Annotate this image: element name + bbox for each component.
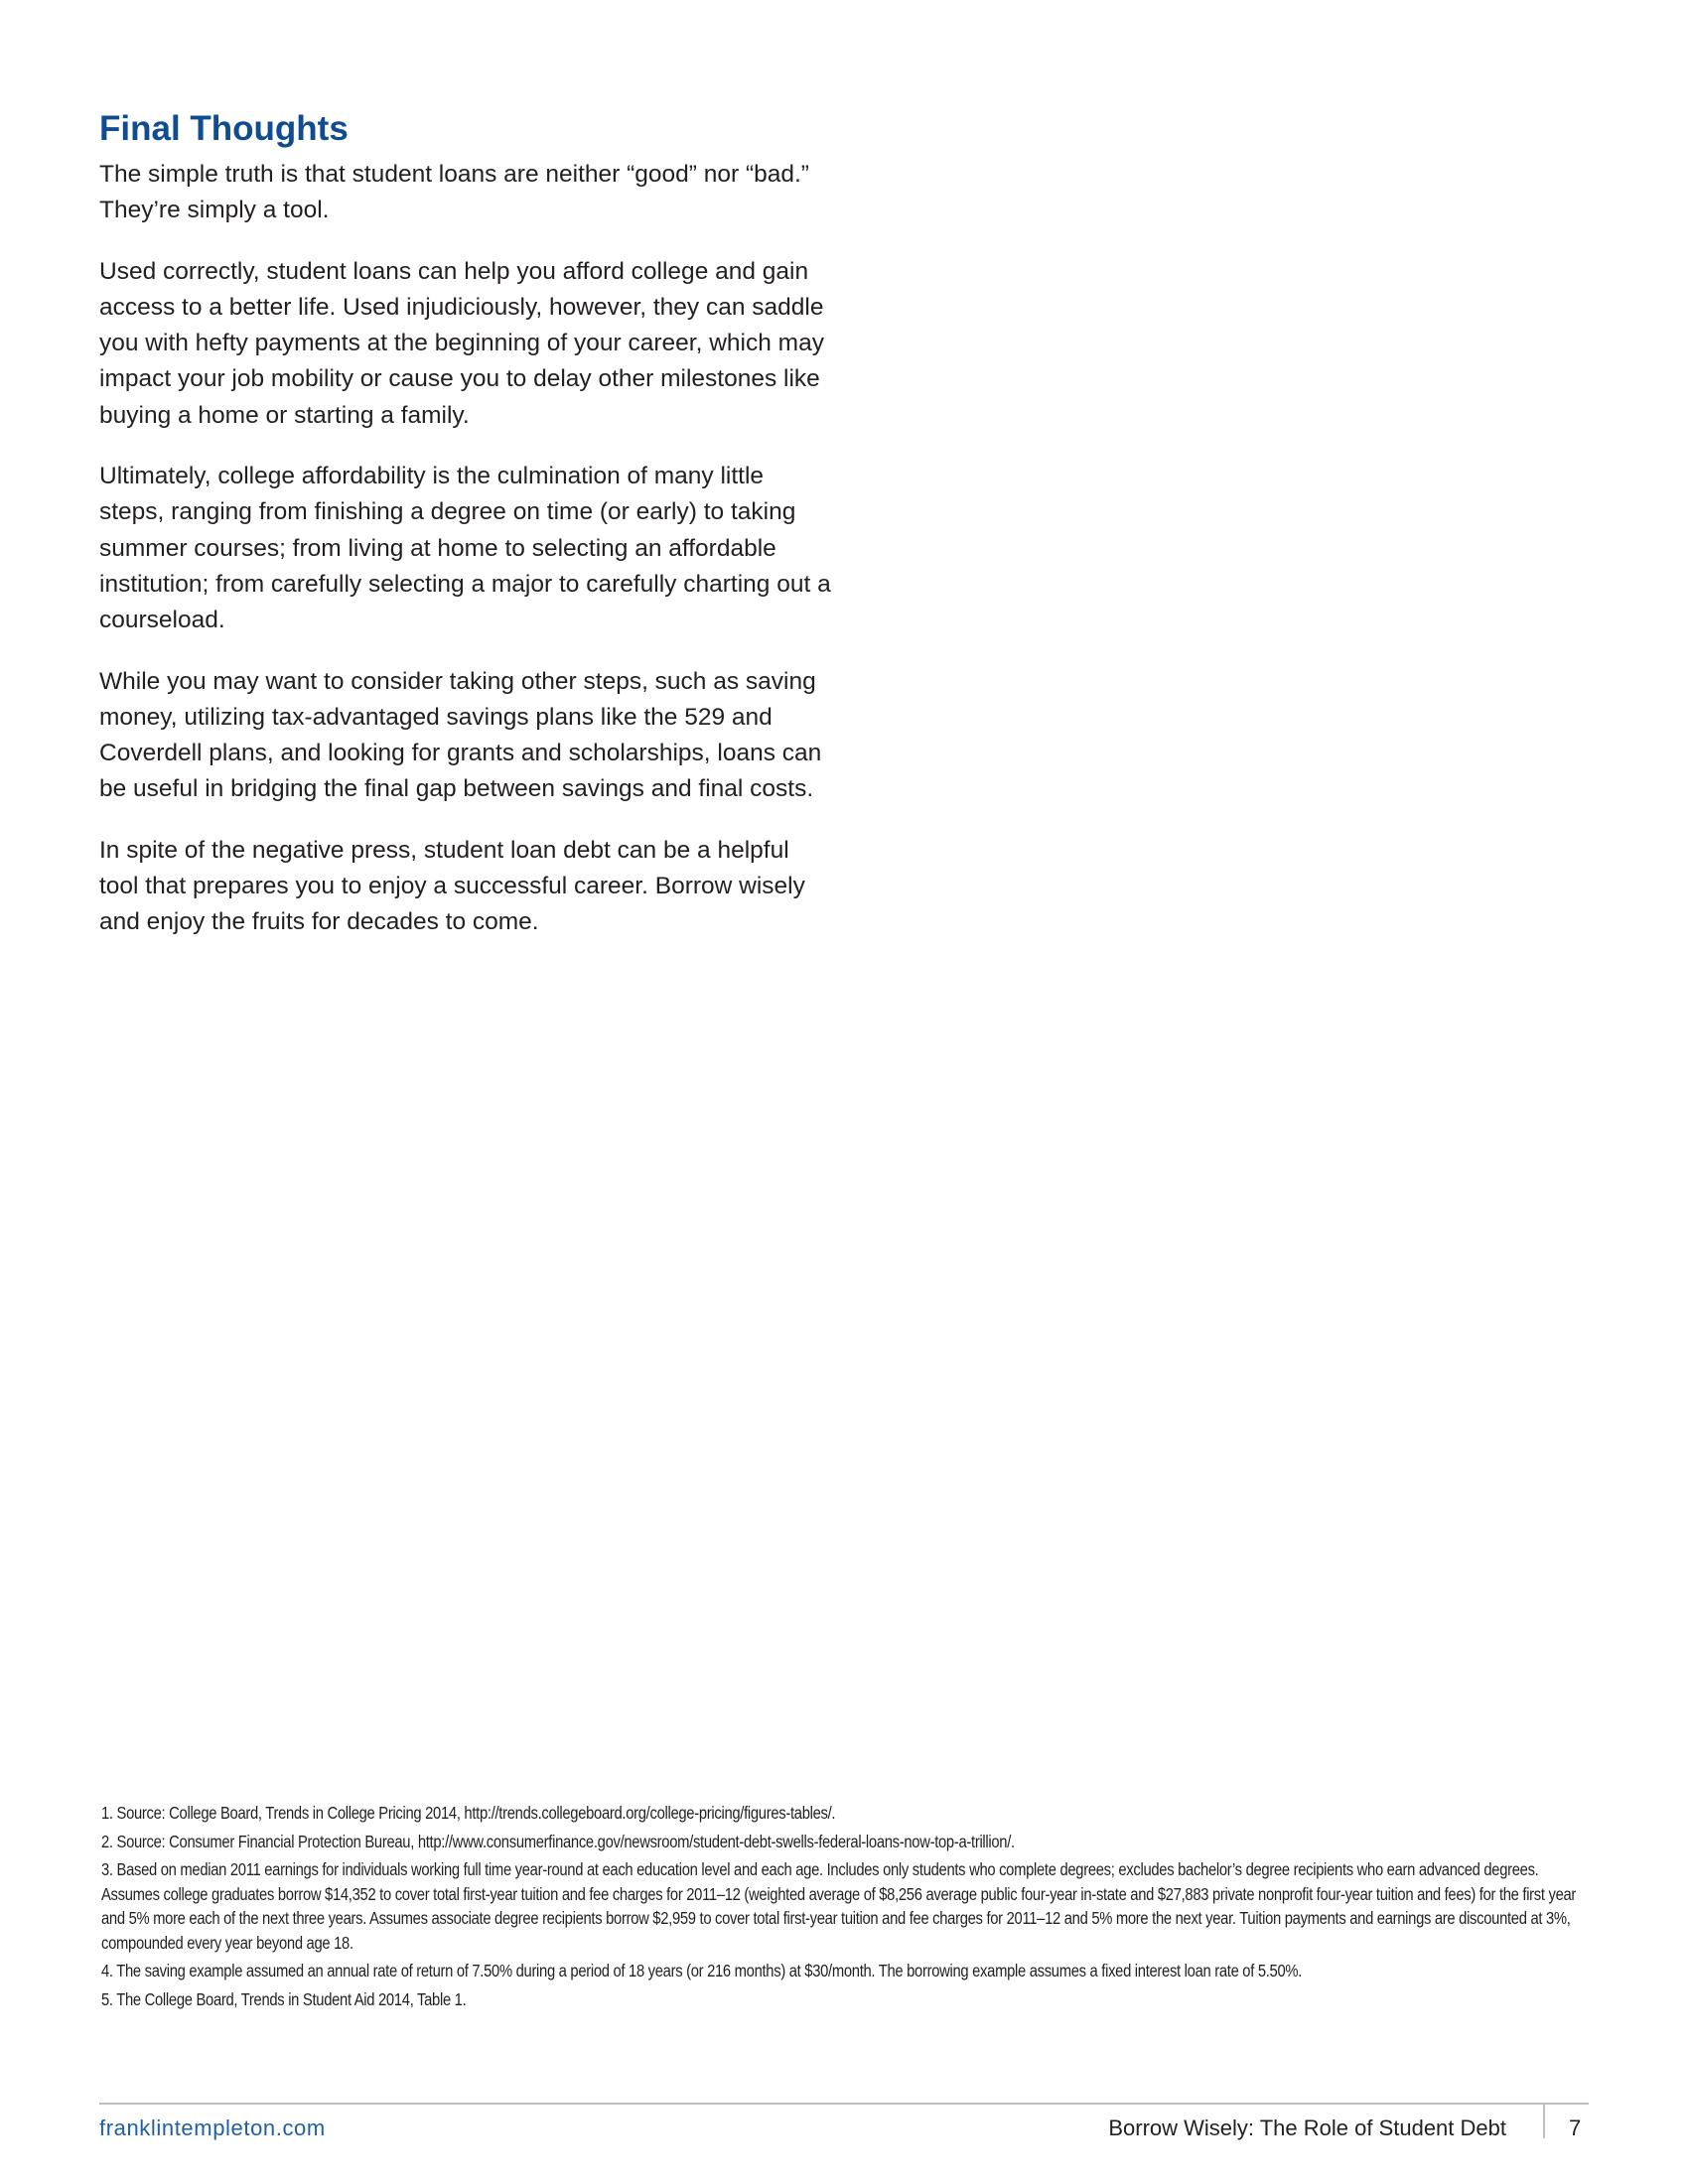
footnotes: [101, 1801, 1591, 2015]
footnote-5: 5. The College Board, Trends in Student Aid 2014, Table 1.: [101, 1988, 467, 2009]
final-thoughts-section: [99, 107, 834, 966]
footnote-1: 1. Source: College Board, Trends in College Pricing 2014, http://trends.collegeboard.org/college-pricing/figures-tables/.: [101, 1803, 836, 1823]
body-paragraph: Used correctly, student loans can help you afford college and gain access to a better life. Used injudiciously, however, they can saddle you with hefty payments at the beginning of your career, which may impact your job mobility or cause you to delay other milestones like buying a home or starting a family.: [99, 257, 824, 429]
footer-divider: [1543, 2105, 1545, 2138]
body-paragraph: Ultimately, college affordability is the culmination of many little steps, ranging from finishing a degree on time (or early) to taking summer courses; from living at home to selecting an affordable institution; from carefully selecting a major to carefully charting out a courseload.: [99, 463, 831, 634]
footer-website-link[interactable]: franklintempleton.com: [99, 2116, 326, 2140]
footer-rule: [99, 2103, 1589, 2105]
page-number: 7: [1569, 2116, 1582, 2140]
footnote-4: 4. The saving example assumed an annual rate of return of 7.50% during a period of 18 years (or 216 months) at $30/month. The borrowing example assumes a fixed interest loan rate of 5.50%.: [101, 1961, 1303, 1980]
body-paragraph: The simple truth is that student loans are neither “good” nor “bad.” They’re simply a tool.: [99, 161, 809, 224]
section-heading: Final Thoughts: [99, 109, 349, 148]
footnote-3: 3. Based on median 2011 earnings for individuals working full time year-round at each education level and each age. Includes only students who complete degrees; excludes bachelor’s degree recipients who earn advanced degrees. Assumes college graduates borrow $14,352 to cover total first-year tuition and fee charges for 2011–12 (weighted average of $8,256 average public four-year in-state and $27,883 private nonprofit four-year tuition and fees) for the first year and 5% more each of the next three years. Assumes associate degree recipients borrow $2,959 to cover total first-year tuition and fee charges for 2011–12 and 5% more the next year. Tuition payments and earnings are discounted at 3%, compounded every year beyond age 18.: [101, 1859, 1577, 1953]
footer-document-title: Borrow Wisely: The Role of Student Debt: [1108, 2116, 1506, 2140]
body-paragraph: While you may want to consider taking other steps, such as saving money, utilizing tax-advantaged savings plans like the 529 and Coverdell plans, and looking for grants and scholarships, loans can be useful in bridging the final gap between savings and final costs.: [99, 667, 822, 803]
body-paragraph: In spite of the negative press, student loan debt can be a helpful tool that prepares you to enjoy a successful career. Borrow wisely and enjoy the fruits for decades to come.: [99, 836, 805, 936]
footnote-2: 2. Source: Consumer Financial Protection Bureau, http://www.consumerfinance.gov/newsroom/student-debt-swells-federal-loans-now-top-a-trillion/.: [101, 1831, 1015, 1851]
